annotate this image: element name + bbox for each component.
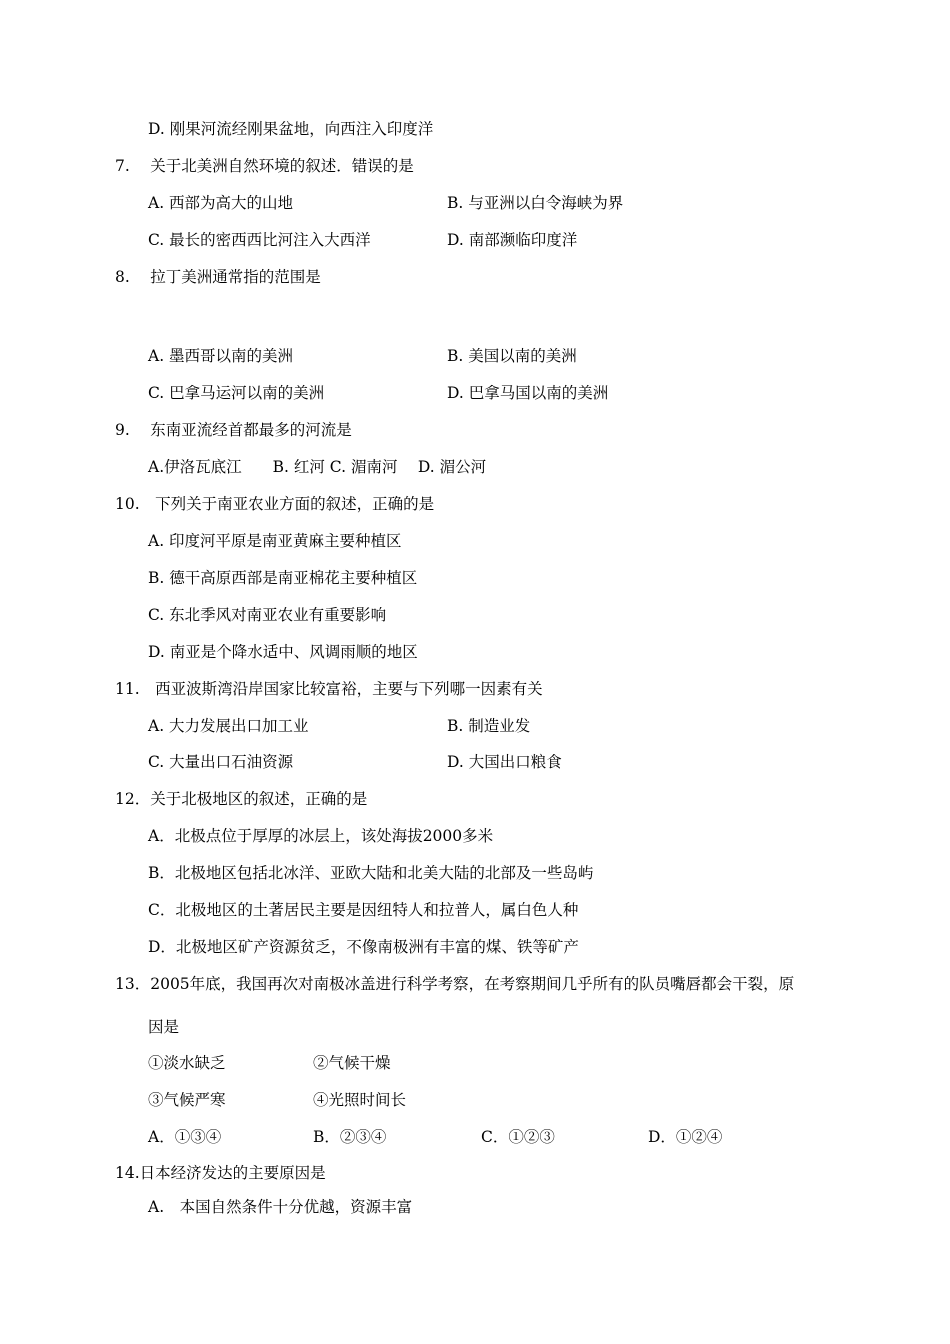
question-11-option-c: C. 大量出口石油资源 <box>148 753 294 771</box>
question-10-stem: 10. 下列关于南亚农业方面的叙述，正确的是 <box>115 495 435 513</box>
question-12-option-a: A．北极点位于厚厚的冰层上，该处海拔2000多米 <box>148 827 494 845</box>
question-11-option-b: B. 制造业发 <box>447 717 531 735</box>
question-13-option-a: A．①③④ <box>148 1128 222 1146</box>
question-7-stem: 7. 关于北美洲自然环境的叙述．错误的是 <box>115 157 414 175</box>
question-12-option-d: D．北极地区矿产资源贫乏，不像南极洲有丰富的煤、铁等矿产 <box>148 938 579 956</box>
question-8-option-d: D. 巴拿马国以南的美洲 <box>447 384 609 402</box>
question-8-option-a: A. 墨西哥以南的美洲 <box>148 347 294 365</box>
question-9-stem: 9. 东南亚流经首都最多的河流是 <box>115 421 352 439</box>
question-7-option-d: D. 南部濒临印度洋 <box>447 231 578 249</box>
question-13-option-c: C．①②③ <box>481 1128 555 1146</box>
question-11-stem: 11. 西亚波斯湾沿岸国家比较富裕，主要与下列哪一因素有关 <box>115 680 543 698</box>
question-12-option-c: C．北极地区的土著居民主要是因纽特人和拉普人，属白色人种 <box>148 901 579 919</box>
question-12-option-b: B．北极地区包括北冰洋、亚欧大陆和北美大陆的北部及一些岛屿 <box>148 864 594 882</box>
question-10-option-c: C. 东北季风对南亚农业有重要影响 <box>148 606 387 624</box>
question-13-statement-4: ④光照时间长 <box>313 1091 407 1109</box>
question-9-options: A.伊洛瓦底江 B. 红河 C. 湄南河 D. 湄公河 <box>148 458 487 476</box>
question-14-stem: 14.日本经济发达的主要原因是 <box>115 1164 326 1182</box>
question-6-option-d: D. 刚果河流经刚果盆地，向西注入印度洋 <box>148 120 434 138</box>
question-13-statement-3: ③气候严寒 <box>148 1091 226 1109</box>
question-7-option-a: A. 西部为高大的山地 <box>148 194 294 212</box>
question-13-stem-continued: 因是 <box>148 1018 180 1036</box>
question-14-option-a: A. 本国自然条件十分优越，资源丰富 <box>148 1198 413 1216</box>
question-8-stem: 8. 拉丁美洲通常指的范围是 <box>115 268 321 286</box>
question-11-option-a: A. 大力发展出口加工业 <box>148 717 309 735</box>
question-7-option-c: C. 最长的密西西比河注入大西洋 <box>148 231 371 249</box>
question-8-option-c: C. 巴拿马运河以南的美洲 <box>148 384 325 402</box>
question-13-statement-2: ②气候干燥 <box>313 1054 391 1072</box>
question-8-option-b: B. 美国以南的美洲 <box>447 347 577 365</box>
question-13-option-b: B．②③④ <box>313 1128 387 1146</box>
question-13-option-d: D．①②④ <box>648 1128 723 1146</box>
question-7-option-b: B. 与亚洲以白令海峡为界 <box>447 194 624 212</box>
question-10-option-a: A. 印度河平原是南亚黄麻主要种植区 <box>148 532 402 550</box>
question-10-option-d: D. 南亚是个降水适中、风调雨顺的地区 <box>148 643 418 661</box>
question-12-stem: 12．关于北极地区的叙述，正确的是 <box>115 790 368 808</box>
question-10-option-b: B. 德干高原西部是南亚棉花主要种植区 <box>148 569 418 587</box>
question-13-statement-1: ①淡水缺乏 <box>148 1054 226 1072</box>
question-13-stem: 13．2005年底，我国再次对南极冰盖进行科学考察，在考察期间几乎所有的队员嘴唇都会干裂，原 <box>115 975 795 993</box>
question-11-option-d: D. 大国出口粮食 <box>447 753 562 771</box>
